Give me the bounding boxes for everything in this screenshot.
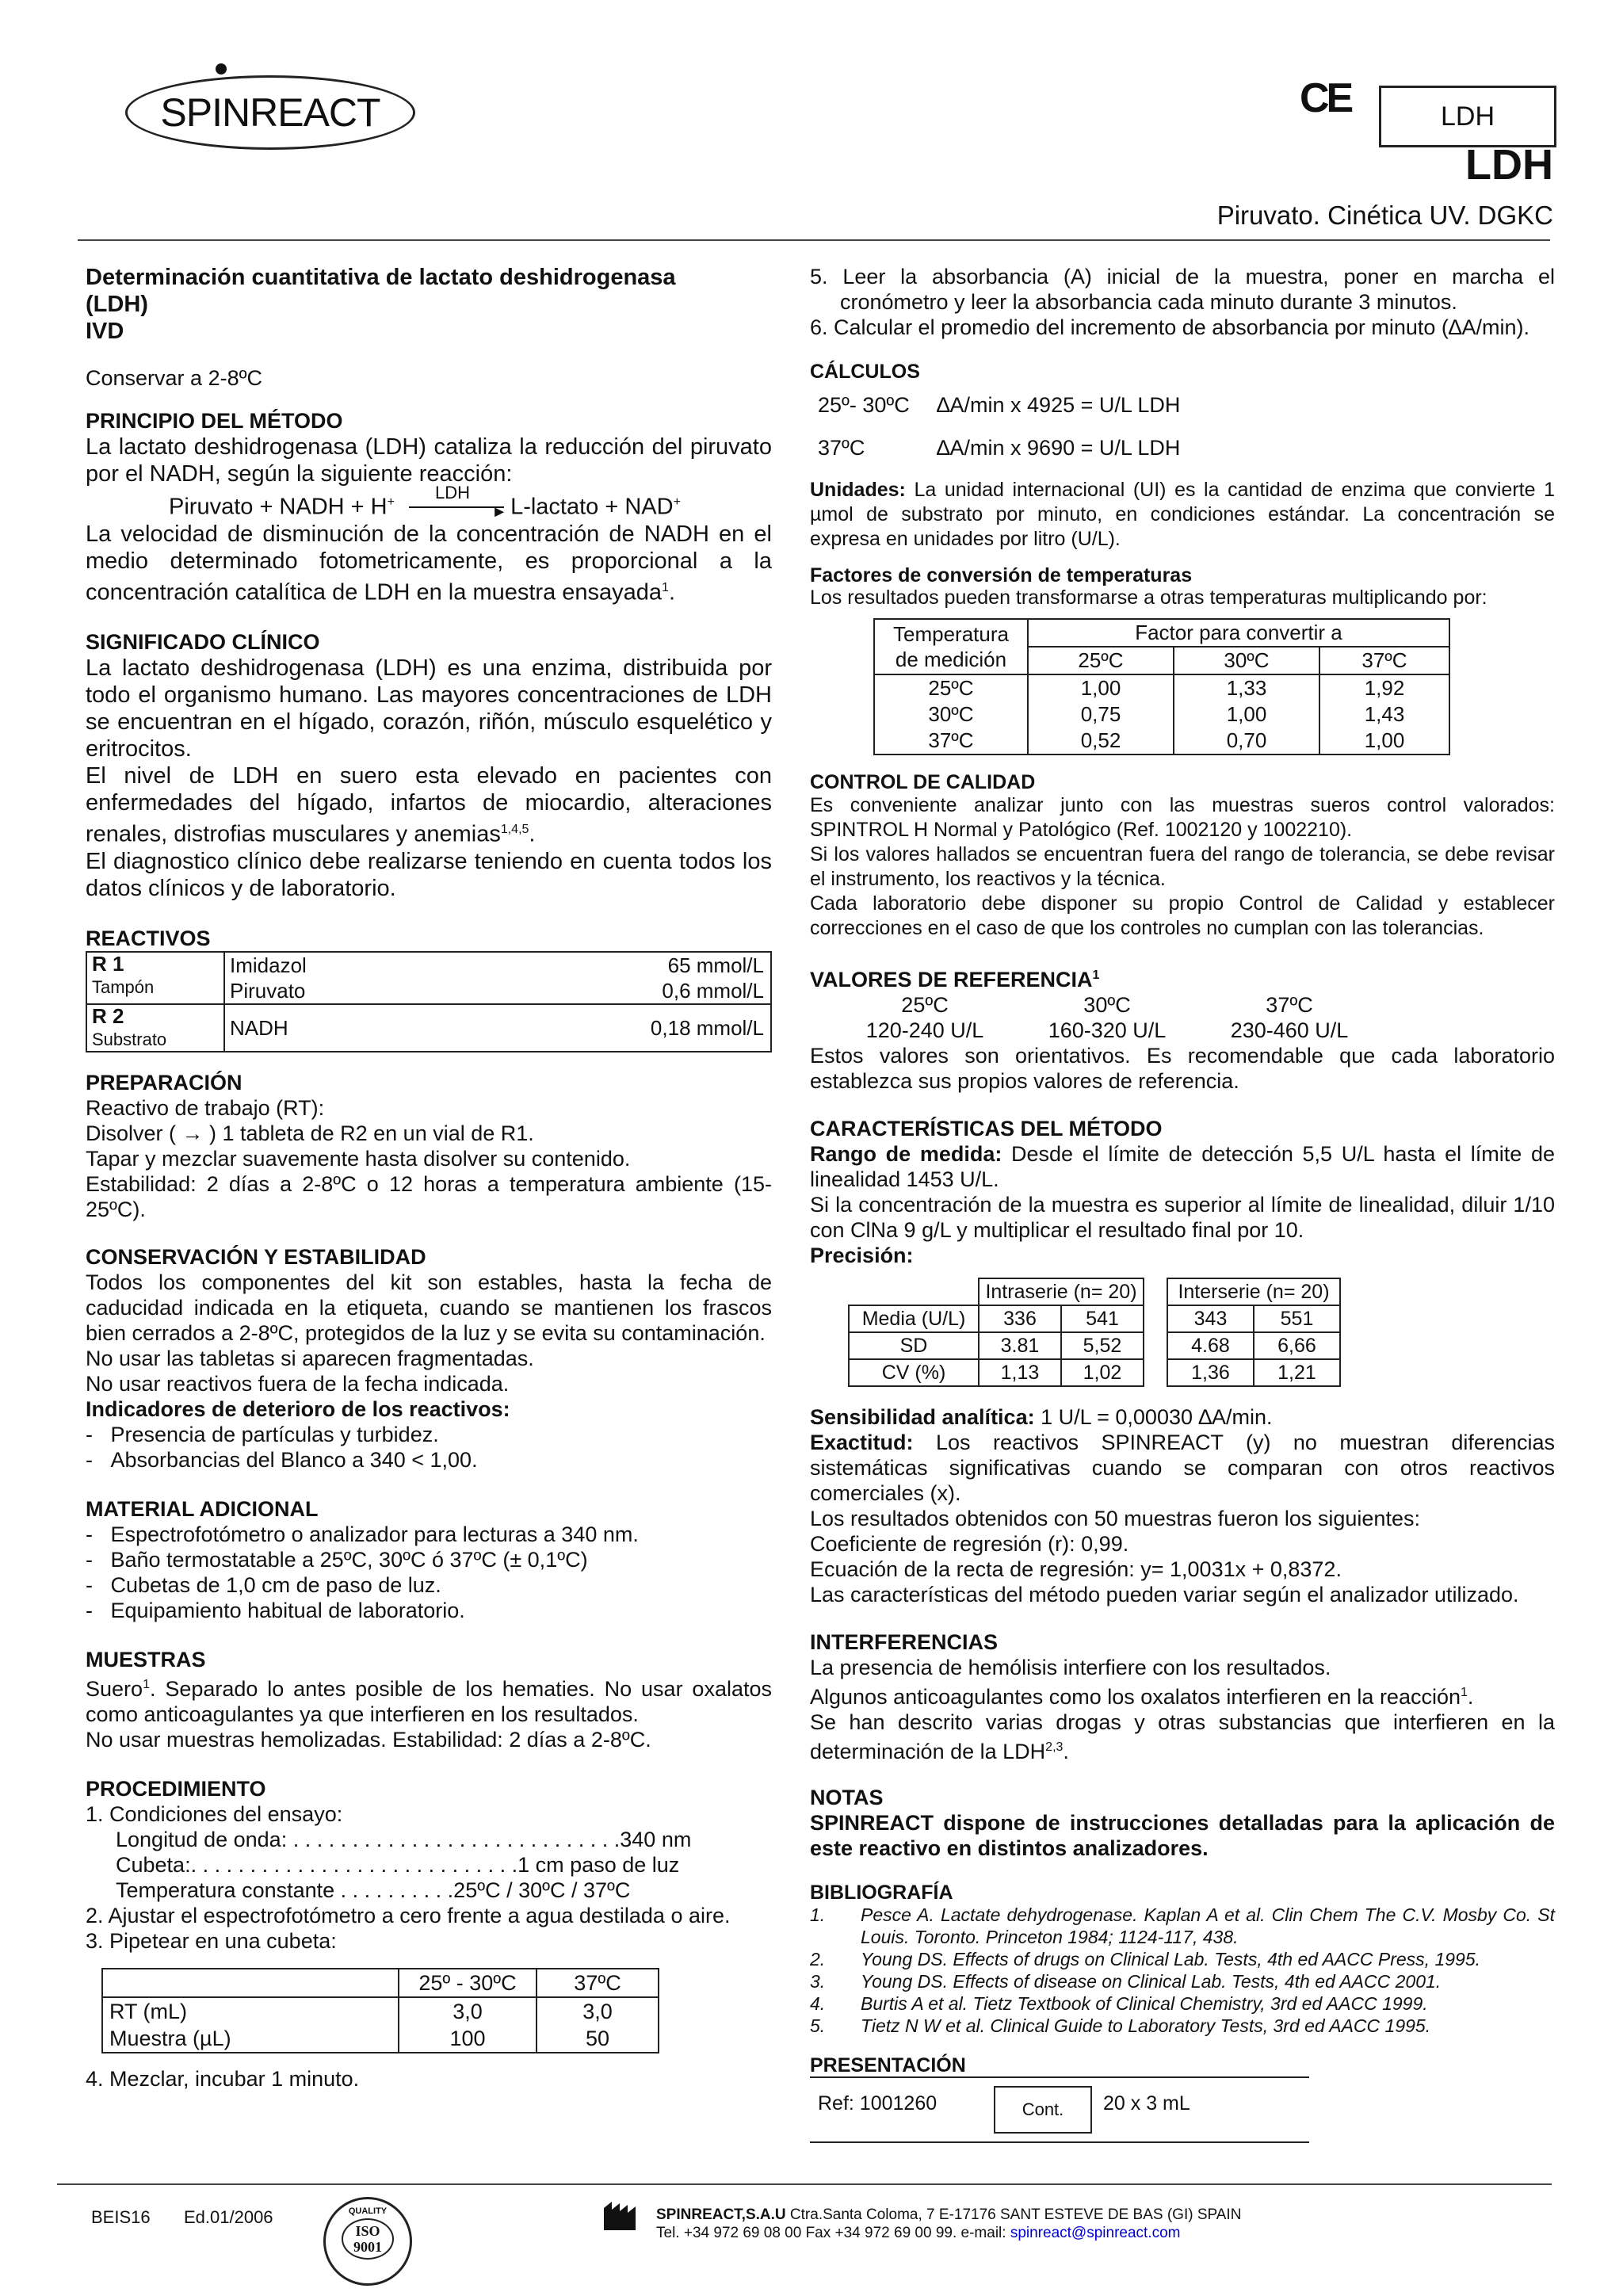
r2-item-1: NADH (230, 1015, 288, 1040)
proc-step-1c: Temperatura constante . . . . . . . . . .25ºC / 30ºC / 37ºC (116, 1878, 631, 1902)
rango-body: Desde el límite de detección 5,5 U/L hasta el límite de linealidad 1453 U/L. (810, 1142, 1555, 1191)
interf-p1: La presencia de hemólisis interfiere con los resultados. (810, 1656, 1331, 1679)
factor-table (873, 618, 1450, 755)
control-title: CONTROL DE CALIDAD (810, 771, 1036, 793)
exact-p5: Las características del método pueden variar según el analizador utilizado. (810, 1583, 1519, 1606)
ce-mark: CE (1300, 75, 1351, 121)
precision-row-label: Media (U/L) (849, 1305, 979, 1332)
valores-text: Estos valores son orientativos. Es recomendable que cada laboratorio establezca sus propios valores de referencia. (810, 1044, 1555, 1093)
factor-head-main: Factor para convertir a (1028, 619, 1449, 647)
principio-text: La lactato deshidrogenasa (LDH) cataliza la reducción del piruvato por el NADH, según la siguiente reacción: (86, 434, 772, 487)
iso-inner (342, 2218, 394, 2260)
conservacion-p1: Todos los componentes del kit son estables, hasta la fecha de caducidad indicada en la etiqueta, cuando se mantienen los frascos bien cerrados a 2-8ºC, protegidos de la luz y se evita su contaminación. (86, 1270, 772, 1345)
significado-p2: El nivel de LDH en suero esta elevado en pacientes con enfermedades del hígado, infartos de miocardio, alteraciones renales, distrofias musculares y anemias$^{1,4,5}$. (86, 763, 772, 847)
interf-title: INTERFERENCIAS (810, 1630, 999, 1654)
preparacion-line: Tapar y mezclar suavemente hasta disolver su contenido. (86, 1146, 631, 1171)
proc-step-5: 5. Leer la absorbancia (A) inicial de la muestra, poner en marcha el cronómetro y leer la absorbancia cada minuto durante 3 minutos. (810, 265, 1555, 314)
proc-step-6: 6. Calcular el promedio del incremento de absorbancia por minuto (∆A/min). (810, 315, 1529, 339)
exact-p3: Coeficiente de regresión (r): 0,99. (810, 1532, 1129, 1556)
reaction-equation (86, 483, 772, 521)
pipet-cell: 3,0 (399, 1997, 537, 2025)
factor-col: 30ºC (1174, 647, 1319, 674)
footer-code: BEIS16 (91, 2207, 151, 2227)
precision-row-label: SD (849, 1332, 979, 1359)
precision-cell: 1,21 (1254, 1359, 1340, 1386)
deterioro-item-text: Absorbancias del Blanco a 340 < 1,00. (110, 1447, 478, 1472)
spinreact-logo (125, 75, 415, 150)
biblio-num: 4. (810, 1993, 826, 2014)
footer-address (656, 2206, 1241, 2225)
pipet-header (102, 1969, 399, 1997)
caract-title: CARACTERÍSTICAS DEL MÉTODO (810, 1117, 1163, 1140)
biblio-title: BIBLIOGRAFÍA (810, 1881, 953, 1904)
precision-cell: 6,66 (1254, 1332, 1340, 1359)
reaction-arrow: $^{LDH}$ ► (401, 489, 504, 518)
biblio-text: Young DS. Effects of disease on Clinical Lab. Tests, 4th ed AACC 2001. (861, 1971, 1442, 1992)
rango-text (810, 1141, 1555, 1192)
pipet-cell: RT (mL) (102, 1997, 399, 2025)
r2-sub: Substrato (92, 1029, 167, 1049)
pipet-cell: 3,0 (582, 1999, 613, 2023)
principio-title: PRINCIPIO DEL MÉTODO (86, 409, 343, 433)
reactivo-row-r1 (86, 952, 771, 1004)
notas-title: NOTAS (810, 1786, 884, 1809)
valores-ref: 1 (1092, 968, 1100, 982)
control-p1: Es conveniente analizar junto con las muestras sueros control valorados: SPINTROL H Normal y Patológico (Ref. 1002120 y 1002210). (810, 794, 1555, 841)
left-column (86, 264, 772, 2092)
principio-ref: 1 (662, 580, 669, 594)
valores-temps (810, 992, 1555, 1018)
footer-email-link[interactable]: spinreact@spinreact.com (1010, 2225, 1181, 2241)
material-item: - Baño termostatable a 25ºC, 30ºC ó 37ºC (± 0,1ºC) (86, 1547, 588, 1572)
interf-p2-ref: 1 (1461, 1686, 1468, 1699)
pres-qty: 20 x 3 mL (1103, 2092, 1190, 2115)
significado-p2-body: El nivel de LDH en suero esta elevado en pacientes con enfermedades del hígado, infartos de miocardio, alteraciones renales, distrofias musculares y anemias (86, 763, 772, 847)
preparacion-line: Disolver ( → ) 1 tableta de R2 en un vial de R1. (86, 1121, 534, 1145)
material-item-text: Cubetas de 1,0 cm de paso de luz. (110, 1572, 441, 1597)
precision-inter-table (1167, 1278, 1341, 1387)
precision-cell: 1,02 (1061, 1359, 1144, 1386)
r1-code: R 1 (92, 951, 124, 976)
valores-range: 120-240 U/L (865, 1018, 984, 1042)
precision-cell: 1,36 (1167, 1359, 1254, 1386)
biblio-item (810, 1904, 1555, 1948)
interf-p2-body: Algunos anticoagulantes como los oxalatos interfieren en la reacción (810, 1685, 1461, 1709)
r1-item-2: Piruvato (230, 978, 306, 1003)
pipet-table (101, 1968, 659, 2053)
sens-label: Sensibilidad analítica: (810, 1405, 1035, 1429)
precision-cell: 5,52 (1061, 1332, 1144, 1359)
biblio-num: 5. (810, 2015, 826, 2036)
preparacion-title: PREPARACIÓN (86, 1070, 242, 1095)
calc-row-1 (810, 392, 1555, 418)
unidades-label: Unidades: (810, 479, 906, 501)
proc-step-2: 2. Ajustar el espectrofotómetro a cero frente a agua destilada o aire. (86, 1903, 731, 1927)
iso-seal (323, 2197, 412, 2286)
precision-row-label: CV (%) (849, 1359, 979, 1386)
proc-step-3: 3. Pipetear en una cubeta: (86, 1928, 337, 1953)
biblio-text: Young DS. Effects of drugs on Clinical Lab. Tests, 4th ed AACC Press, 1995. (861, 1949, 1480, 1969)
r1-item-1: Imidazol (230, 953, 307, 977)
r2-conc-1: 0,18 mmol/L (650, 1015, 764, 1040)
biblio-item (810, 1948, 1555, 1970)
significado-title: SIGNIFICADO CLÍNICO (86, 630, 320, 655)
biblio-text: Pesce A. Lactate dehydrogenase. Kaplan A et al. Clin Chem The C.V. Mosby Co. St Louis. Toronto. Princeton 1984; 1124-117, 438. (861, 1904, 1555, 1947)
biblio-item (810, 2015, 1555, 2037)
precision-cell: 336 (979, 1305, 1061, 1332)
deterioro-item: - Presencia de partículas y turbidez. (86, 1422, 439, 1446)
footer-company: SPINREACT,S.A.U (656, 2206, 786, 2223)
interf-p3: Se han descrito varias drogas y otras substancias que interfieren en la determinación de la LDH$^{2,3}$. (810, 1710, 1555, 1763)
reaction-left: Piruvato + NADH + H (169, 494, 388, 520)
factor-cell: 1,33 (1174, 674, 1319, 701)
factor-cell: 0,75 (1028, 701, 1174, 728)
muestras-p1 (86, 1672, 772, 1727)
calc-formula: ∆A/min x 9690 = U/L LDH (937, 436, 1181, 460)
calculos-title: CÁLCULOS (810, 361, 920, 383)
material-title: MATERIAL ADICIONAL (86, 1496, 319, 1521)
control-p3: Cada laboratorio debe disponer su propio Control de Calidad y establecer correcciones en el caso de que los controles no cumplan con las tolerancias. (810, 892, 1555, 939)
pipet-cell: 100 (399, 2025, 537, 2053)
presentacion-title: PRESENTACIÓN (810, 2054, 1309, 2078)
intro-title-3: IVD (86, 319, 124, 344)
biblio-item (810, 1970, 1555, 1992)
interf-p2: Algunos anticoagulantes como los oxalatos interfieren en la reacción$^1$. (810, 1685, 1474, 1709)
intra-title: Intraserie (n= 20) (979, 1278, 1144, 1305)
preparacion-line: Estabilidad: 2 días a 2-8ºC o 12 horas a temperatura ambiente (15-25ºC). (86, 1171, 772, 1221)
pipet-cell: 50 (585, 2026, 610, 2050)
muestras-p1a: Suero (86, 1676, 143, 1701)
biblio-num: 1. (810, 1904, 826, 1925)
pipet-header: 37ºC (574, 1970, 621, 1995)
valores-range: 160-320 U/L (1048, 1018, 1167, 1042)
intro-title-1: Determinación cuantitativa de lactato deshidrogenasa (86, 265, 676, 290)
factor-head: de medición (895, 648, 1007, 671)
reaction-right: L-lactato + NAD (510, 494, 674, 520)
material-item-text: Baño termostatable a 25ºC, 30ºC ó 37ºC (± 0,1ºC) (110, 1547, 588, 1572)
iso-top: QUALITY (348, 2206, 388, 2216)
logo-dot (216, 63, 227, 74)
calc-temp: 37ºC (818, 436, 865, 460)
precision-intra-table (848, 1278, 1144, 1387)
deterioro-item: - Absorbancias del Blanco a 340 < 1,00. (86, 1447, 478, 1472)
interf-p3-ref: 2,3 (1045, 1740, 1064, 1754)
calc-formula: ∆A/min x 4925 = U/L LDH (937, 393, 1181, 417)
sensibilidad-text (810, 1404, 1555, 1430)
page-title: LDH (1465, 141, 1553, 189)
material-item: - Cubetas de 1,0 cm de paso de luz. (86, 1572, 441, 1597)
unidades-body: La unidad internacional (UI) es la cantidad de enzima que convierte 1 µmol de substrato por minuto, en condiciones estándar. La concentración se expresa en unidades por litro (U/L). (810, 479, 1555, 550)
intro-title-2: (LDH) (86, 292, 148, 317)
deterioro-title: Indicadores de deterioro de los reactivos: (86, 1396, 510, 1421)
r1-sub: Tampón (92, 976, 155, 997)
factor-cell: 0,52 (1028, 728, 1174, 755)
factores-text: Los resultados pueden transformarse a otras temperaturas multiplicando por: (810, 586, 1487, 609)
exactitud-text (810, 1430, 1555, 1506)
manufacturer-icon (602, 2200, 642, 2232)
sens-body: 1 U/L = 0,00030 ∆A/min. (1034, 1405, 1273, 1429)
factor-head: Temperatura (893, 622, 1009, 646)
r1-conc-2: 0,6 mmol/L (662, 978, 764, 1003)
rango-label: Rango de medida: (810, 1142, 1002, 1166)
factor-col: 25ºC (1028, 647, 1174, 674)
biblio-text: Burtis A et al. Tietz Textbook of Clinical Chemistry, 3rd ed AACC 1999. (861, 1993, 1428, 2014)
footer-divider (57, 2183, 1552, 2185)
storage-note: Conservar a 2-8ºC (86, 366, 262, 390)
biblio-num: 2. (810, 1949, 826, 1969)
exact-p4: Ecuación de la recta de regresión: y= 1,0031x + 0,8372. (810, 1557, 1342, 1581)
precision-cell: 551 (1254, 1305, 1340, 1332)
exact-body: Los reactivos SPINREACT (y) no muestran diferencias sistemáticas significativas cuando se comparan con otros reactivos comerciales (x). (810, 1431, 1555, 1505)
valores-title (810, 963, 1555, 992)
muestras-ref: 1 (143, 1677, 150, 1691)
precision-cell: 1,13 (979, 1359, 1061, 1386)
biblio-item (810, 1992, 1555, 2015)
factor-cell: 1,00 (1028, 674, 1174, 701)
footer-address-text: Ctra.Santa Coloma, 7 E-17176 SANT ESTEVE DE BAS (GI) SPAIN (785, 2206, 1242, 2223)
footer-contact-text: Tel. +34 972 69 08 00 Fax +34 972 69 00 99. e-mail: (656, 2225, 1010, 2241)
pres-cont: Cont. (994, 2086, 1092, 2134)
pres-ref: Ref: 1001260 (818, 2092, 938, 2115)
precision-cell: 343 (1167, 1305, 1254, 1332)
proc-step-1: 1. Condiciones del ensayo: (86, 1801, 343, 1826)
precision-tables (848, 1278, 1555, 1387)
procedimiento-title: PROCEDIMIENTO (86, 1776, 266, 1801)
logo-text: SPINREACT (160, 90, 380, 135)
factores-title: Factores de conversión de temperaturas (810, 564, 1193, 586)
significado-p3: El diagnostico clínico debe realizarse teniendo en cuenta todos los datos clínicos y de laboratorio. (86, 848, 772, 901)
conservacion-p2: No usar las tabletas si aparecen fragmentadas. (86, 1346, 534, 1370)
material-item: - Espectrofotómetro o analizador para lecturas a 340 nm. (86, 1522, 639, 1546)
control-p2: Si los valores hallados se encuentran fuera del rango de tolerancia, se debe revisar el instrumento, los reactivos y la técnica. (810, 843, 1555, 890)
valores-temp: 37ºC (1266, 993, 1313, 1017)
unidades-text (810, 478, 1555, 552)
reactivo-row-r2 (86, 1004, 771, 1052)
muestras-p1b: . Separado lo antes posible de los hematies. No usar oxalatos como anticoagulantes ya que interfieren en los resultados. (86, 1676, 772, 1726)
header-divider (78, 239, 1550, 241)
proc-step-1b: Cubeta:. . . . . . . . . . . . . . . . . . . . . . . . . . . .1 cm paso de luz (116, 1852, 680, 1877)
iso-label: ISO (355, 2223, 380, 2239)
reaction-enzyme: LDH (435, 483, 471, 502)
factor-cell: 30ºC (874, 701, 1028, 728)
valores-title-text: VALORES DE REFERENCIA (810, 968, 1093, 991)
page-subtitle: Piruvato. Cinética UV. DGKC (1216, 201, 1553, 230)
r1-conc-1: 65 mmol/L (667, 953, 764, 977)
factor-cell: 0,70 (1174, 728, 1319, 755)
biblio-list (810, 1904, 1555, 2037)
factor-cell: 1,43 (1364, 702, 1405, 726)
reactivos-title: REACTIVOS (86, 926, 211, 950)
reaction-sup2: + (673, 495, 681, 509)
valores-range: 230-460 U/L (1230, 1018, 1349, 1042)
r2-code: R 2 (92, 1003, 124, 1028)
material-item-text: Espectrofotómetro o analizador para lecturas a 340 nm. (110, 1522, 639, 1546)
valores-ranges (810, 1018, 1555, 1043)
interf-p3-body: Se han descrito varias drogas y otras substancias que interfieren en la determinación de la LDH (810, 1710, 1555, 1763)
notas-text: SPINREACT dispone de instrucciones detalladas para la aplicación de este reactivo en distintos analizadores. (810, 1811, 1555, 1860)
pipet-header: 25º - 30ºC (399, 1969, 537, 1997)
factor-cell: 1,00 (1174, 701, 1319, 728)
ldh-box (1379, 86, 1556, 147)
deterioro-item-text: Presencia de partículas y turbidez. (110, 1422, 439, 1446)
muestras-title: MUESTRAS (86, 1647, 206, 1671)
iso-number: 9001 (353, 2239, 382, 2255)
biblio-text: Tietz N W et al. Clinical Guide to Laboratory Tests, 3rd ed AACC 1995. (861, 2015, 1431, 2036)
ldh-box-label: LDH (1440, 101, 1495, 132)
reaction-sup1: + (387, 495, 395, 509)
precision-cell: 3.81 (979, 1332, 1061, 1359)
pipet-cell: Muestra (µL) (102, 2025, 399, 2053)
exact-label: Exactitud: (810, 1431, 914, 1454)
factor-cell: 1,92 (1364, 676, 1405, 700)
conservacion-title: CONSERVACIÓN Y ESTABILIDAD (86, 1244, 426, 1269)
material-item: - Equipamiento habitual de laboratorio. (86, 1598, 465, 1622)
principio-text-2: La velocidad de disminución de la concentración de NADH en el medio determinado fotometricamente, es proporcional a la concentración catalítica de LDH en la muestra ensayada$^1$. (86, 521, 772, 606)
right-column (810, 264, 1555, 2143)
significado-p1: La lactato deshidrogenasa (LDH) es una enzima, distribuida por todo el organismo humano. Las mayores concentraciones de LDH se encuentran en el hígado, corazón, riñón, músculo esquelético y eritrocitos. (86, 655, 772, 762)
factor-cell: 37ºC (874, 728, 1028, 755)
biblio-num: 3. (810, 1971, 826, 1992)
exact-p2: Los resultados obtenidos con 50 muestras fueron los siguientes: (810, 1507, 1420, 1530)
rango-text-2: Si la concentración de la muestra es superior al límite de linealidad, diluir 1/10 con ClNa 9 g/L y multiplicar el resultado final por 10. (810, 1193, 1555, 1242)
factor-col: 37ºC (1361, 648, 1407, 672)
precision-cell: 541 (1061, 1305, 1144, 1332)
proc-step-1a: Longitud de onda: . . . . . . . . . . . . . . . . . . . . . . . . . . . .340 nm (116, 1827, 692, 1851)
footer-contact (656, 2224, 1180, 2243)
precision-label: Precisión: (810, 1244, 914, 1267)
significado-p2-ref: 1,4,5 (500, 823, 529, 837)
inter-title: Interserie (n= 20) (1167, 1278, 1340, 1305)
reactivos-table (86, 951, 772, 1052)
factor-cell: 1,00 (1364, 728, 1405, 752)
footer-edition: Ed.01/2006 (184, 2207, 273, 2227)
valores-temp: 25ºC (901, 993, 949, 1017)
material-item-text: Equipamiento habitual de laboratorio. (110, 1598, 465, 1622)
factor-cell: 25ºC (874, 674, 1028, 701)
conservacion-p3: No usar reactivos fuera de la fecha indicada. (86, 1371, 510, 1396)
principio-text-2-body: La velocidad de disminución de la concentración de NADH en el medio determinado fotometricamente, es proporcional a la concentración catalítica de LDH en la muestra ensayada (86, 521, 772, 606)
calc-row-2 (810, 435, 1555, 460)
proc-step-4: 4. Mezclar, incubar 1 minuto. (86, 2066, 360, 2091)
valores-temp: 30ºC (1083, 993, 1131, 1017)
calc-temp: 25º- 30ºC (818, 393, 910, 417)
presentacion-row (810, 2078, 1309, 2143)
precision-cell: 4.68 (1167, 1332, 1254, 1359)
preparacion-line: Reactivo de trabajo (RT): (86, 1095, 325, 1120)
muestras-p2: No usar muestras hemolizadas. Estabilidad: 2 días a 2-8ºC. (86, 1727, 651, 1752)
